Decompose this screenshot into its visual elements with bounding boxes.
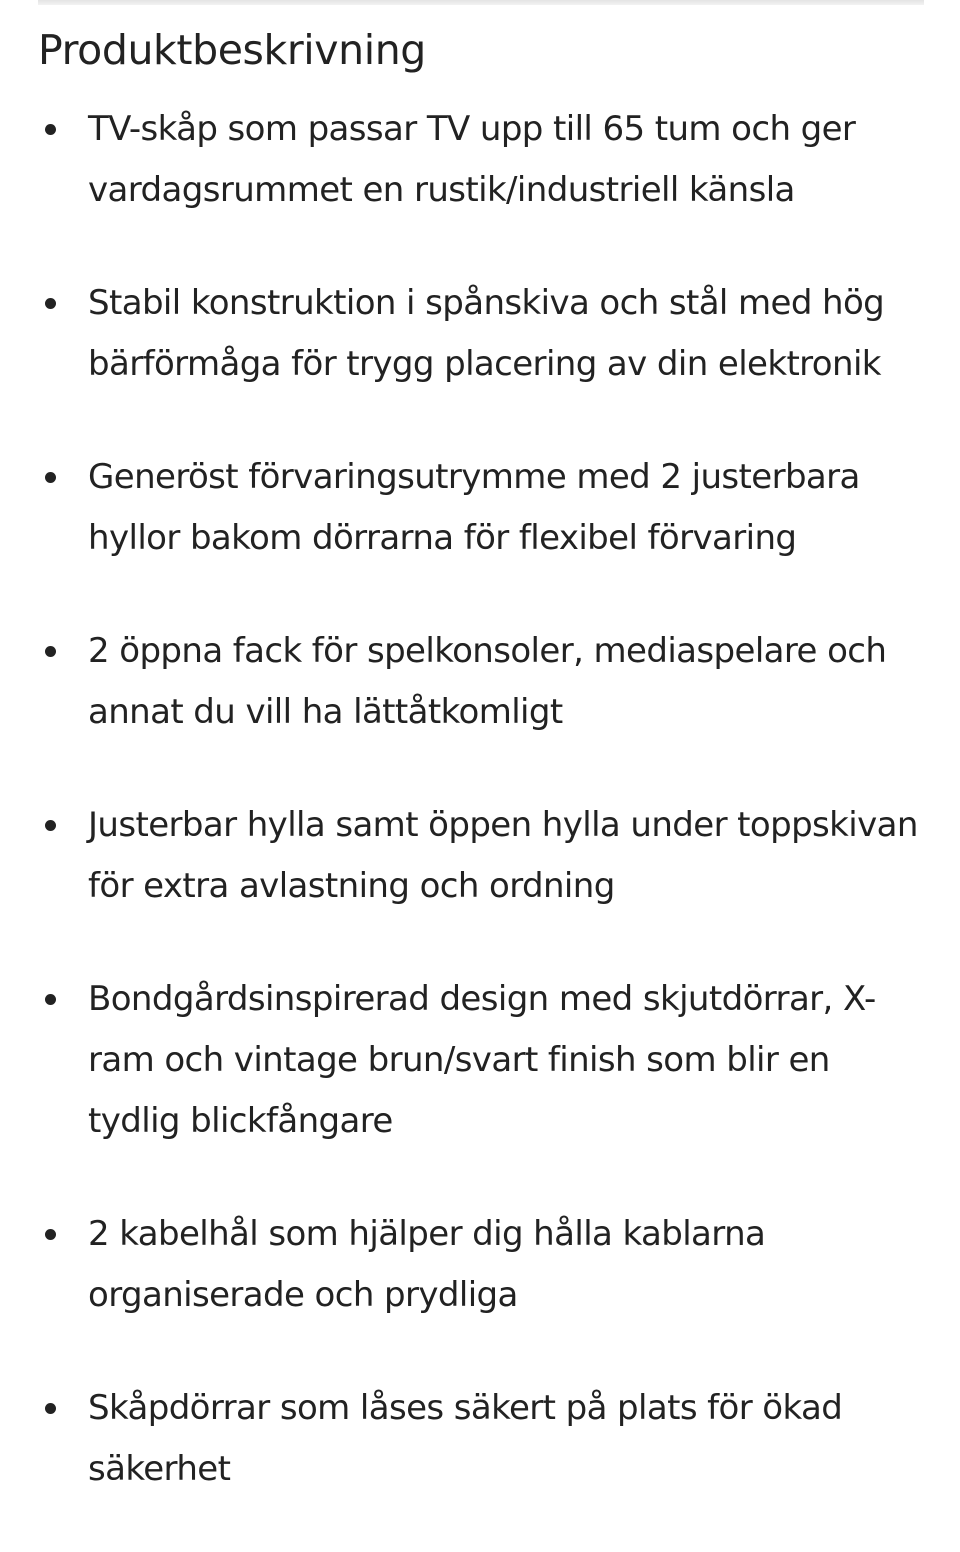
list-item — [38, 795, 918, 917]
list-item — [38, 1378, 918, 1500]
bullet-icon — [45, 124, 56, 135]
list-item-text: Skåpdörrar som låses säkert på plats för ökad säkerhet — [88, 1388, 843, 1489]
section-title: Produktbeskrivning — [38, 26, 426, 74]
bullet-icon — [45, 994, 56, 1005]
top-divider — [38, 0, 924, 5]
bullet-icon — [45, 298, 56, 309]
list-item — [38, 969, 918, 1152]
bullet-icon — [45, 1403, 56, 1414]
list-item-text: 2 öppna fack för spelkonsoler, mediaspelare och annat du vill ha lättåtkomligt — [88, 631, 887, 732]
list-item-text: Justerbar hylla samt öppen hylla under toppskivan för extra avlastning och ordning — [88, 805, 918, 906]
list-item-text: TV-skåp som passar TV upp till 65 tum och ger vardagsrummet en rustik/industriell känsla — [88, 109, 856, 210]
product-description-section — [38, 22, 918, 1552]
list-item — [38, 99, 918, 221]
bullet-icon — [45, 1229, 56, 1240]
bullet-icon — [45, 472, 56, 483]
list-item — [38, 447, 918, 569]
feature-list — [38, 99, 918, 1500]
bullet-icon — [45, 646, 56, 657]
bullet-icon — [45, 820, 56, 831]
list-item-text: 2 kabelhål som hjälper dig hålla kablarna organiserade och prydliga — [88, 1214, 766, 1315]
list-item-text: Bondgårdsinspirerad design med skjutdörrar, X-ram och vintage brun/svart finish som blir en tydlig blickfångare — [88, 979, 876, 1141]
list-item-text: Stabil konstruktion i spånskiva och stål med hög bärförmåga för trygg placering av din elektronik — [88, 283, 885, 384]
list-item — [38, 273, 918, 395]
list-item — [38, 1204, 918, 1326]
list-item — [38, 621, 918, 743]
list-item-text: Generöst förvaringsutrymme med 2 justerbara hyllor bakom dörrarna för flexibel förvaring — [88, 457, 860, 558]
